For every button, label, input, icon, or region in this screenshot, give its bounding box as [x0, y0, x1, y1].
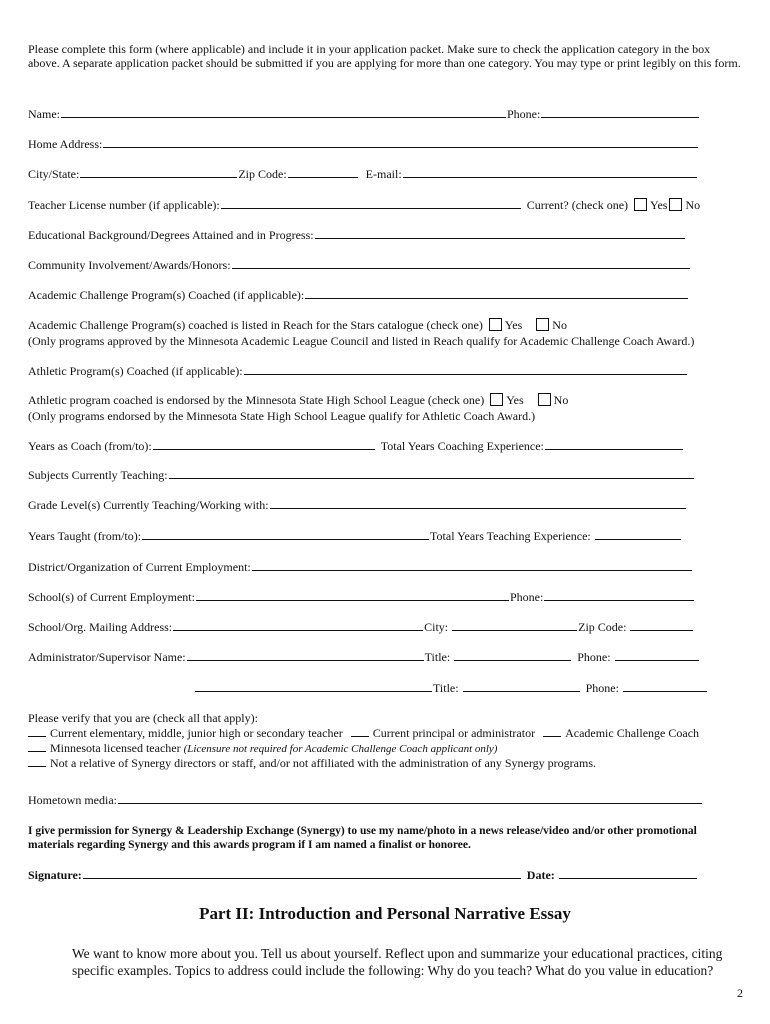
name-label: Name: [28, 107, 60, 121]
city-state-label: City/State: [28, 167, 80, 181]
mailing-city-label: City: [424, 620, 449, 634]
second-administrator-field[interactable] [195, 681, 432, 692]
athletic-no-checkbox[interactable] [538, 393, 551, 406]
city-row [28, 167, 698, 181]
schools-row [28, 590, 695, 604]
verify-teacher-label: Current elementary, middle, junior high or secondary teacher [50, 726, 343, 740]
education-label: Educational Background/Degrees Attained and in Progress: [28, 228, 314, 242]
total-teaching-label: Total Years Teaching Experience: [430, 529, 591, 543]
education-row [28, 228, 686, 242]
zip-code-label: Zip Code: [238, 167, 287, 181]
school-phone-field[interactable] [544, 590, 694, 601]
second-phone-label: Phone: [585, 681, 619, 695]
teaching-years-row [28, 529, 682, 543]
total-coaching-label: Total Years Coaching Experience: [380, 439, 544, 453]
years-taught-field[interactable] [142, 529, 429, 540]
verify-coach-label: Academic Challenge Coach [565, 726, 700, 740]
verify-relative-label: Not a relative of Synergy directors or staff, and/or not affiliated with the administration of any Synergy programs. [50, 756, 596, 770]
verify-coach-blank[interactable] [543, 726, 561, 737]
verify-principal-blank[interactable] [351, 726, 369, 737]
zip-code-field[interactable] [288, 167, 358, 178]
second-title-field[interactable] [463, 681, 580, 692]
current-yes-label: Yes [650, 198, 668, 212]
verify-row-1 [28, 726, 699, 740]
academic-coached-label: Academic Challenge Program(s) Coached (if applicable): [28, 288, 305, 302]
mailing-zip-field[interactable] [630, 620, 693, 631]
academic-listed-label: Academic Challenge Program(s) coached is listed in Reach for the Stars catalogue (check one) [28, 318, 483, 332]
administrator-row [28, 650, 700, 664]
phone-label: Phone: [507, 107, 541, 121]
athletic-coached-label: Athletic Program(s) Coached (if applicable): [28, 364, 243, 378]
verify-row-3 [28, 756, 596, 770]
city-state-field[interactable] [80, 167, 237, 178]
verify-principal-label: Current principal or administrator [372, 726, 536, 740]
hometown-media-field[interactable] [118, 793, 702, 804]
second-phone-field[interactable] [623, 681, 707, 692]
verify-licensed-blank[interactable] [28, 741, 46, 752]
verify-licensed-note: (Licensure not required for Academic Challenge Coach applicant only) [183, 743, 498, 755]
athletic-endorsed-label: Athletic program coached is endorsed by the Minnesota State High School League (check one) [28, 393, 485, 407]
schools-field[interactable] [196, 590, 509, 601]
mailing-address-label: School/Org. Mailing Address: [28, 620, 173, 634]
academic-no-checkbox[interactable] [536, 318, 549, 331]
page-number: 2 [737, 986, 743, 1000]
years-taught-label: Years Taught (from/to): [28, 529, 142, 543]
current-yes-checkbox[interactable] [634, 198, 647, 211]
email-label: E-mail: [365, 167, 402, 181]
grade-levels-row [28, 498, 687, 512]
administrator-label: Administrator/Supervisor Name: [28, 650, 186, 664]
education-field[interactable] [315, 228, 685, 239]
community-row [28, 258, 691, 272]
academic-coached-field[interactable] [305, 288, 688, 299]
date-label: Date: [526, 868, 555, 882]
home-address-row [28, 137, 699, 151]
signature-label: Signature: [28, 868, 82, 882]
name-field[interactable] [61, 107, 506, 118]
district-row [28, 560, 693, 574]
community-label: Community Involvement/Awards/Honors: [28, 258, 231, 272]
total-coaching-field[interactable] [545, 439, 683, 450]
total-teaching-field[interactable] [595, 529, 681, 540]
date-field[interactable] [559, 868, 697, 879]
home-address-label: Home Address: [28, 137, 103, 151]
years-coach-field[interactable] [153, 439, 375, 450]
signature-field[interactable] [83, 868, 521, 879]
athletic-endorsed-row [28, 393, 568, 407]
license-field[interactable] [221, 198, 521, 209]
hometown-media-label: Hometown media: [28, 793, 117, 807]
current-no-label: No [685, 198, 701, 212]
athletic-coached-field[interactable] [244, 364, 687, 375]
home-address-field[interactable] [103, 137, 698, 148]
coaching-years-row [28, 439, 684, 453]
verify-teacher-blank[interactable] [28, 726, 46, 737]
mailing-address-field[interactable] [173, 620, 423, 631]
mailing-city-field[interactable] [452, 620, 577, 631]
current-no-checkbox[interactable] [669, 198, 682, 211]
athletic-note: (Only programs endorsed by the Minnesota State High School League qualify for Athletic Coach Award.) [28, 409, 536, 423]
license-row [28, 198, 700, 212]
schools-label: School(s) of Current Employment: [28, 590, 195, 604]
permission-statement: I give permission for Synergy & Leadership Exchange (Synergy) to use my name/photo in a news release/video and/or other promotional materials regarding Synergy and this awards program if I am named a finalist or honoree. [28, 825, 697, 851]
athletic-yes-checkbox[interactable] [490, 393, 503, 406]
verify-heading: Please verify that you are (check all that apply): [28, 711, 258, 725]
district-label: District/Organization of Current Employment: [28, 560, 251, 574]
community-field[interactable] [232, 258, 690, 269]
mailing-address-row [28, 620, 694, 634]
mailing-zip-label: Zip Code: [578, 620, 627, 634]
athletic-coached-row [28, 364, 688, 378]
second-administrator-row [194, 681, 708, 695]
subjects-field[interactable] [169, 468, 694, 479]
form-instructions: Please complete this form (where applicable) and include it in your application packet. Make sure to check the application category in the box above. A separate application packet should be submitted if you are applying for more than one category. You may type or print legibly on this form. [28, 42, 741, 70]
school-phone-label: Phone: [509, 590, 544, 604]
academic-yes-checkbox[interactable] [489, 318, 502, 331]
subjects-row [28, 468, 695, 482]
essay-instructions: We want to know more about you. Tell us about yourself. Reflect upon and summarize your educational practices, citing specific examples. Topics to address could include the following: Why do you teach? What do you value in education? [72, 946, 723, 978]
subjects-label: Subjects Currently Teaching: [28, 468, 168, 482]
verify-relative-blank[interactable] [28, 756, 46, 767]
district-field[interactable] [252, 560, 692, 571]
second-title-label: Title: [433, 681, 459, 695]
academic-no-label: No [552, 318, 567, 332]
academic-listed-row [28, 318, 567, 332]
admin-title-label: Title: [424, 650, 451, 664]
administrator-field[interactable] [187, 650, 424, 661]
hometown-media-row [28, 793, 703, 807]
years-coach-label: Years as Coach (from/to): [28, 439, 152, 453]
athletic-no-label: No [553, 393, 569, 407]
license-label: Teacher License number (if applicable): [28, 198, 220, 212]
academic-note: (Only programs approved by the Minnesota Academic League Council and listed in Reach qualify for Academic Challenge Coach Award.) [28, 334, 695, 348]
athletic-yes-label: Yes [506, 393, 524, 407]
signature-row [28, 868, 698, 882]
academic-yes-label: Yes [504, 318, 523, 332]
verify-row-2 [28, 741, 497, 756]
academic-coached-row [28, 288, 689, 302]
admin-phone-label: Phone: [577, 650, 611, 664]
grade-levels-label: Grade Level(s) Currently Teaching/Working with: [28, 498, 269, 512]
grade-levels-field[interactable] [270, 498, 686, 509]
part-two-title: Part II: Introduction and Personal Narrative Essay [199, 904, 571, 923]
current-label: Current? (check one) [526, 198, 629, 212]
name-row [28, 107, 700, 121]
email-field[interactable] [403, 167, 697, 178]
admin-phone-field[interactable] [615, 650, 699, 661]
verify-licensed-label: Minnesota licensed teacher [50, 741, 181, 755]
phone-field[interactable] [541, 107, 699, 118]
admin-title-field[interactable] [454, 650, 571, 661]
